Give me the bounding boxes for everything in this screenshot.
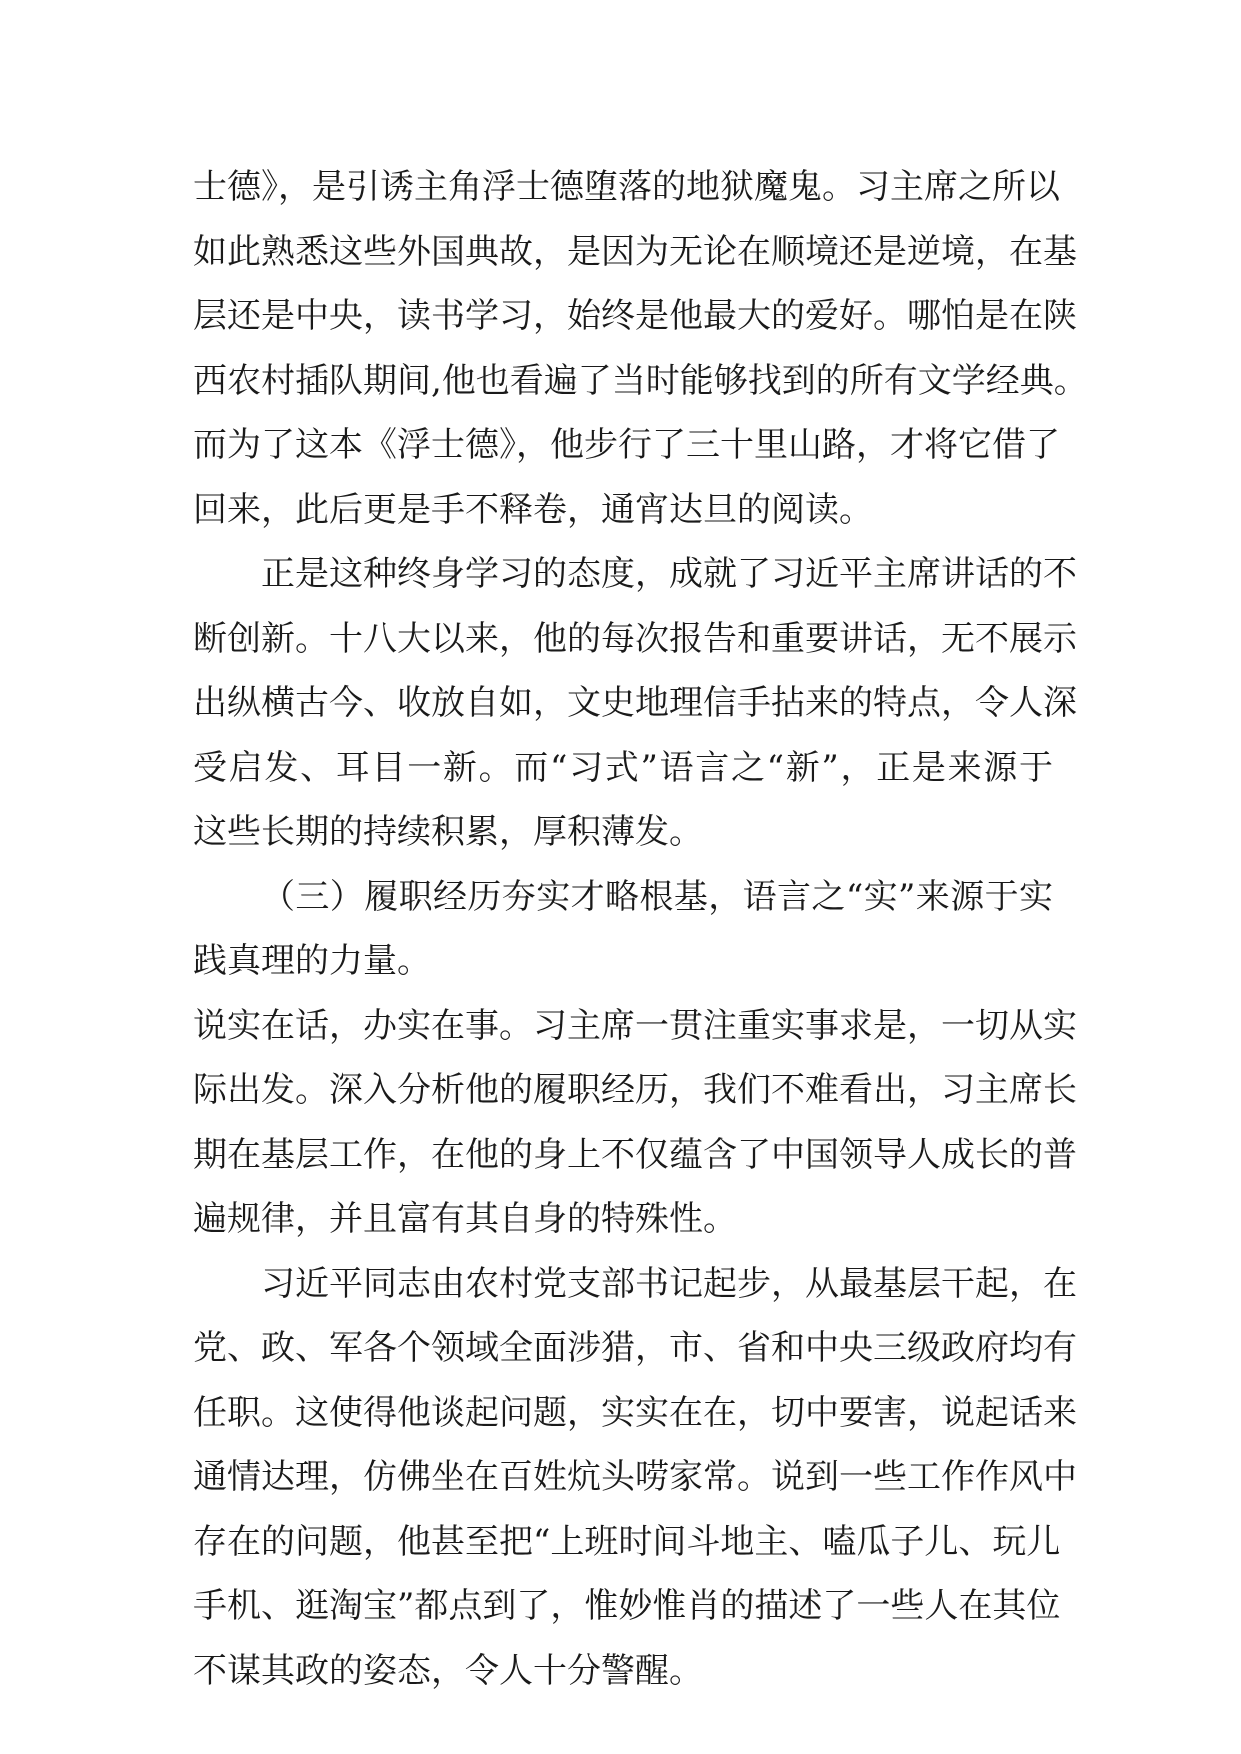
text-line: 断创新。十八大以来，他的每次报告和重要讲话，无不展示 (193, 618, 1077, 659)
text-line: 不谋其政的姿态，令人十分警醒。 (193, 1650, 703, 1691)
text-line: 士德》，是引诱主角浮士德堕落的地狱魔鬼。习主席之所以 (193, 167, 1060, 207)
text-line: 受启发、耳目一新。而“习式”语言之“新”，正是来源于 (193, 747, 1053, 788)
text-line: 任职。这使得他谈起问题，实实在在，切中要害，说起话来 (193, 1392, 1077, 1433)
text-line: 手机、逛淘宝”都点到了，惟妙惟肖的描述了一些人在其位 (193, 1586, 1061, 1626)
text-line: 习近平同志由农村党支部书记起步，从最基层干起，在 (261, 1263, 1077, 1304)
text-line: 践真理的力量。 (193, 941, 431, 981)
text-line: 遍规律，并且富有其自身的特殊性。 (193, 1199, 737, 1239)
text-line: 存在的问题，他甚至把“上班时间斗地主、嗑瓜子儿、玩儿 (193, 1521, 1061, 1562)
text-line: 回来，此后更是手不释卷，通宵达旦的阅读。 (193, 489, 873, 530)
text-line: 这些长期的持续积累，厚积薄发。 (193, 812, 703, 852)
text-line: 期在基层工作，在他的身上不仅蕴含了中国领导人成长的普 (193, 1134, 1077, 1175)
text-line: 正是这种终身学习的态度，成就了习近平主席讲话的不 (261, 554, 1077, 594)
text-line: 通情达理，仿佛坐在百姓炕头唠家常。说到一些工作作风中 (193, 1457, 1077, 1497)
text-line: 而为了这本《浮士德》，他步行了三十里山路，才将它借了 (193, 425, 1060, 465)
document-body (193, 155, 1088, 1703)
text-line: 西农村插队期间,他也看遍了当时能够找到的所有文学经典。 (193, 360, 1088, 401)
text-line: 如此熟悉这些外国典故，是因为无论在顺境还是逆境，在基 (193, 231, 1077, 272)
text-line: 出纵横古今、收放自如，文史地理信手拈来的特点，令人深 (193, 683, 1077, 723)
text-line: 党、政、军各个领域全面涉猎，市、省和中央三级政府均有 (193, 1328, 1077, 1368)
text-line: （三）履职经历夯实才略根基，语言之“实”来源于实 (261, 876, 1053, 917)
text-line: 际出发。深入分析他的履职经历，我们不难看出，习主席长 (193, 1070, 1077, 1110)
text-line: 说实在话，办实在事。习主席一贯注重实事求是，一切从实 (193, 1005, 1077, 1046)
text-line: 层还是中央，读书学习，始终是他最大的爱好。哪怕是在陕 (193, 296, 1077, 336)
